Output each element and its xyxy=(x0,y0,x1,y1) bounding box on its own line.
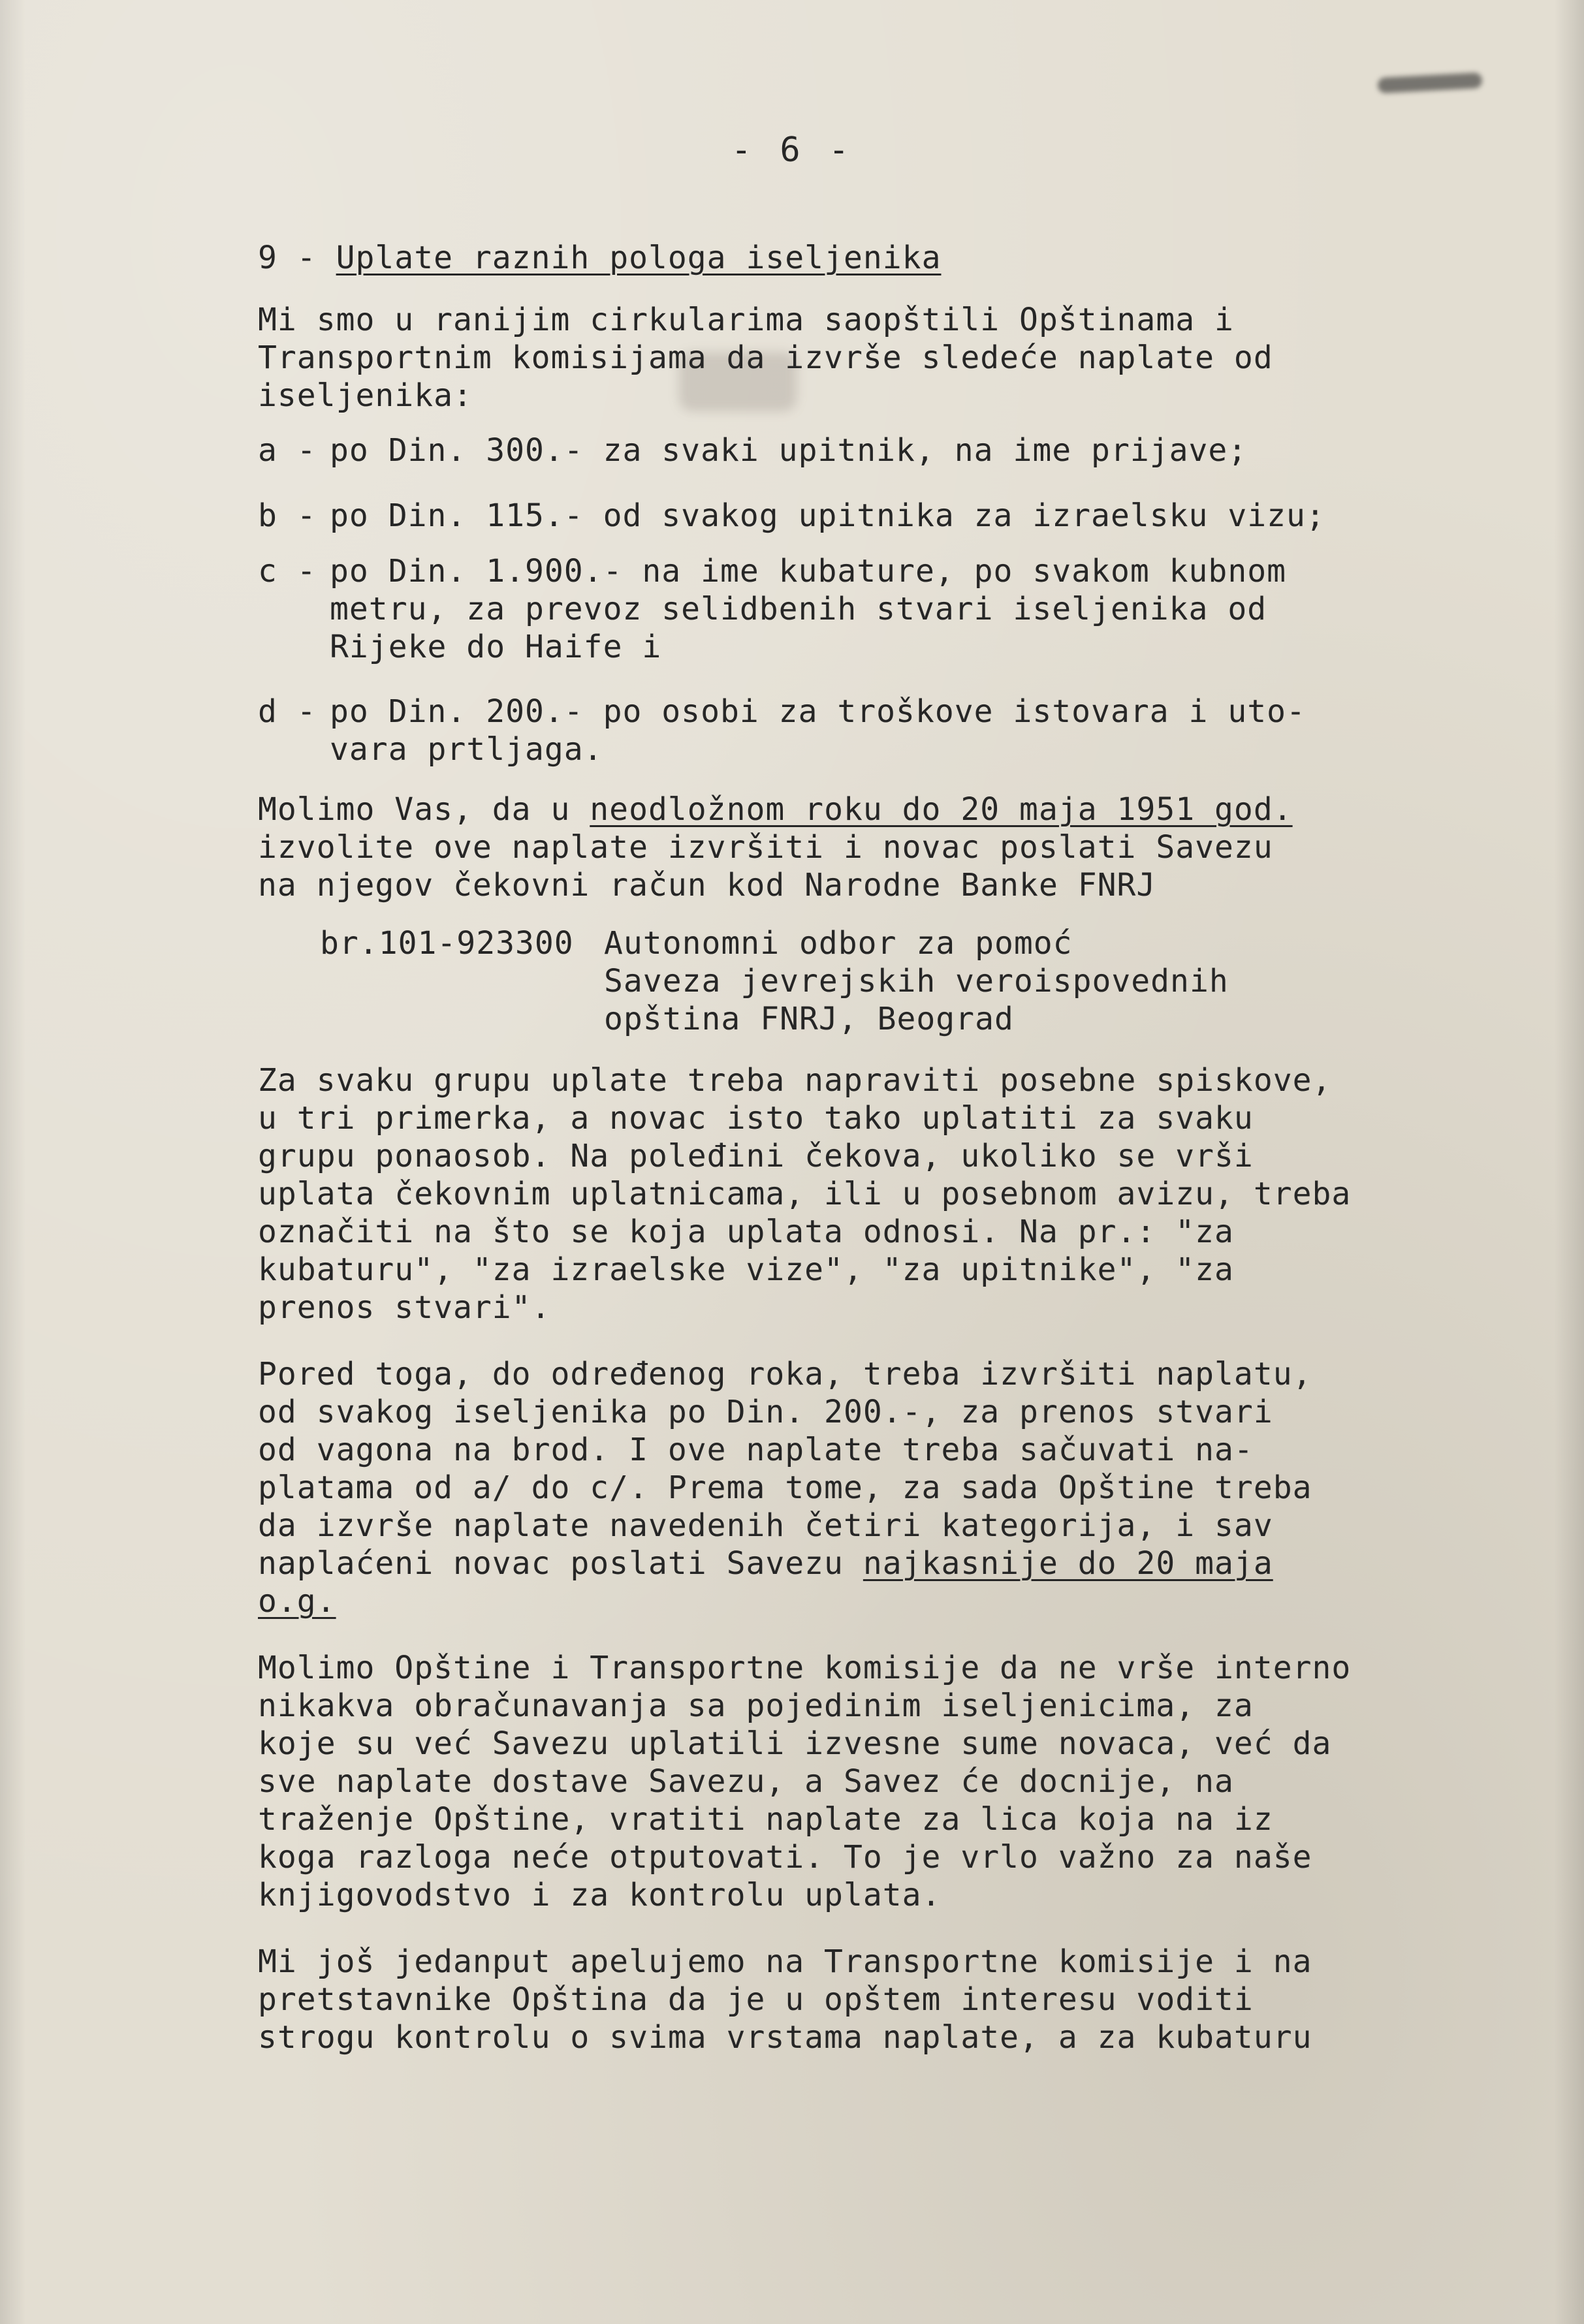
section-heading xyxy=(258,238,941,277)
extra-line-7 xyxy=(258,1582,336,1621)
extra-line-6-text: naplaćeni novac poslati Savezu xyxy=(258,1545,863,1582)
extra-deadline-year: o.g. xyxy=(258,1583,336,1620)
item-b-line-1: po Din. 115.- od svakog upitnika za izraelsku vizu; xyxy=(330,497,1325,534)
item-c-line-2: metru, za prevoz selidbenih stvari iseljenika od xyxy=(330,591,1267,627)
internal-line-7: knjigovodstvo i za kontrolu uplata. xyxy=(258,1877,942,1913)
section-title: Uplate raznih pologa iseljenika xyxy=(336,240,942,276)
item-d-letter: d - xyxy=(258,693,317,730)
extra-line-3: od vagona na brod. I ove naplate treba sačuvati na- xyxy=(258,1432,1254,1468)
extra-line-4: platama od a/ do c/. Prema tome, za sada Opštine treba xyxy=(258,1469,1312,1506)
request-deadline: neodložnom roku do 20 maja 1951 god. xyxy=(590,791,1293,828)
account-holder-line-1: Autonomni odbor za pomoć xyxy=(604,925,1073,962)
appeal-line-2: pretstavnike Opština da je u opštem interesu voditi xyxy=(258,1981,1254,2018)
intro-line-3: iseljenika: xyxy=(258,377,473,414)
item-d-line-1: po Din. 200.- po osobi za troškove istovara i uto- xyxy=(330,693,1306,730)
internal-line-5: traženje Opštine, vratiti naplate za lica koja na iz xyxy=(258,1801,1273,1838)
item-c-line-3: Rijeke do Haife i xyxy=(330,629,662,665)
internal-line-6: koga razloga neće otputovati. To je vrlo važno za naše xyxy=(258,1839,1312,1876)
extra-line-5: da izvrše naplate navedenih četiri kategorija, i sav xyxy=(258,1507,1273,1544)
groups-line-5: označiti na što se koja uplata odnosi. Na pr.: "za xyxy=(258,1214,1234,1250)
request-line-1 xyxy=(258,790,1293,829)
extra-line-1: Pored toga, do određenog roka, treba izvršiti naplatu, xyxy=(258,1356,1312,1392)
item-c-line-1: po Din. 1.900.- na ime kubature, po svakom kubnom xyxy=(330,553,1287,589)
item-c-letter: c - xyxy=(258,553,317,589)
internal-line-4: sve naplate dostave Savezu, a Savez će docnije, na xyxy=(258,1763,1234,1800)
intro-line-2: Transportnim komisijama da izvrše sledeće naplate od xyxy=(258,339,1273,376)
account-number: br.101-923300 xyxy=(320,925,574,962)
groups-line-1: Za svaku grupu uplate treba napraviti posebne spiskove, xyxy=(258,1062,1332,1099)
extra-line-2: od svakog iseljenika po Din. 200.-, za prenos stvari xyxy=(258,1394,1273,1430)
internal-line-3: koje su već Savezu uplatili izvesne sume novaca, već da xyxy=(258,1725,1332,1762)
internal-line-1: Molimo Opštine i Transportne komisije da ne vrše interno xyxy=(258,1650,1352,1686)
request-line-1-text: Molimo Vas, da u xyxy=(258,791,590,828)
internal-line-2: nikakva obračunavanja sa pojedinim iseljenicima, za xyxy=(258,1688,1254,1724)
extra-line-6 xyxy=(258,1544,1273,1583)
appeal-line-3: strogu kontrolu o svima vrstama naplate, a za kubaturu xyxy=(258,2019,1312,2056)
account-holder-line-2: Saveza jevrejskih veroispovednih xyxy=(604,963,1229,999)
groups-line-4: uplata čekovnim uplatnicama, ili u posebnom avizu, treba xyxy=(258,1176,1352,1212)
groups-line-2: u tri primerka, a novac isto tako uplatiti za svaku xyxy=(258,1100,1254,1137)
groups-line-6: kubaturu", "za izraelske vize", "za upitnike", "za xyxy=(258,1251,1234,1288)
item-d-line-2: vara prtljaga. xyxy=(330,731,603,768)
request-line-3: na njegov čekovni račun kod Narodne Banke FNRJ xyxy=(258,867,1156,903)
item-b-letter: b - xyxy=(258,497,317,534)
extra-deadline: najkasnije do 20 maja xyxy=(863,1545,1273,1582)
item-a-letter: a - xyxy=(258,432,317,469)
item-a-line-1: po Din. 300.- za svaki upitnik, na ime prijave; xyxy=(330,432,1248,469)
intro-line-1: Mi smo u ranijim cirkularima saopštili Opštinama i xyxy=(258,302,1234,338)
groups-line-3: grupu ponaosob. Na poleđini čekova, ukoliko se vrši xyxy=(258,1138,1254,1174)
request-line-2: izvolite ove naplate izvršiti i novac poslati Savezu xyxy=(258,829,1273,866)
page-number: - 6 - xyxy=(731,131,853,170)
groups-line-7: prenos stvari". xyxy=(258,1289,551,1326)
account-holder-line-3: opština FNRJ, Beograd xyxy=(604,1001,1014,1037)
appeal-line-1: Mi još jedanput apelujemo na Transportne komisije i na xyxy=(258,1943,1312,1980)
section-number: 9 - xyxy=(258,240,317,276)
